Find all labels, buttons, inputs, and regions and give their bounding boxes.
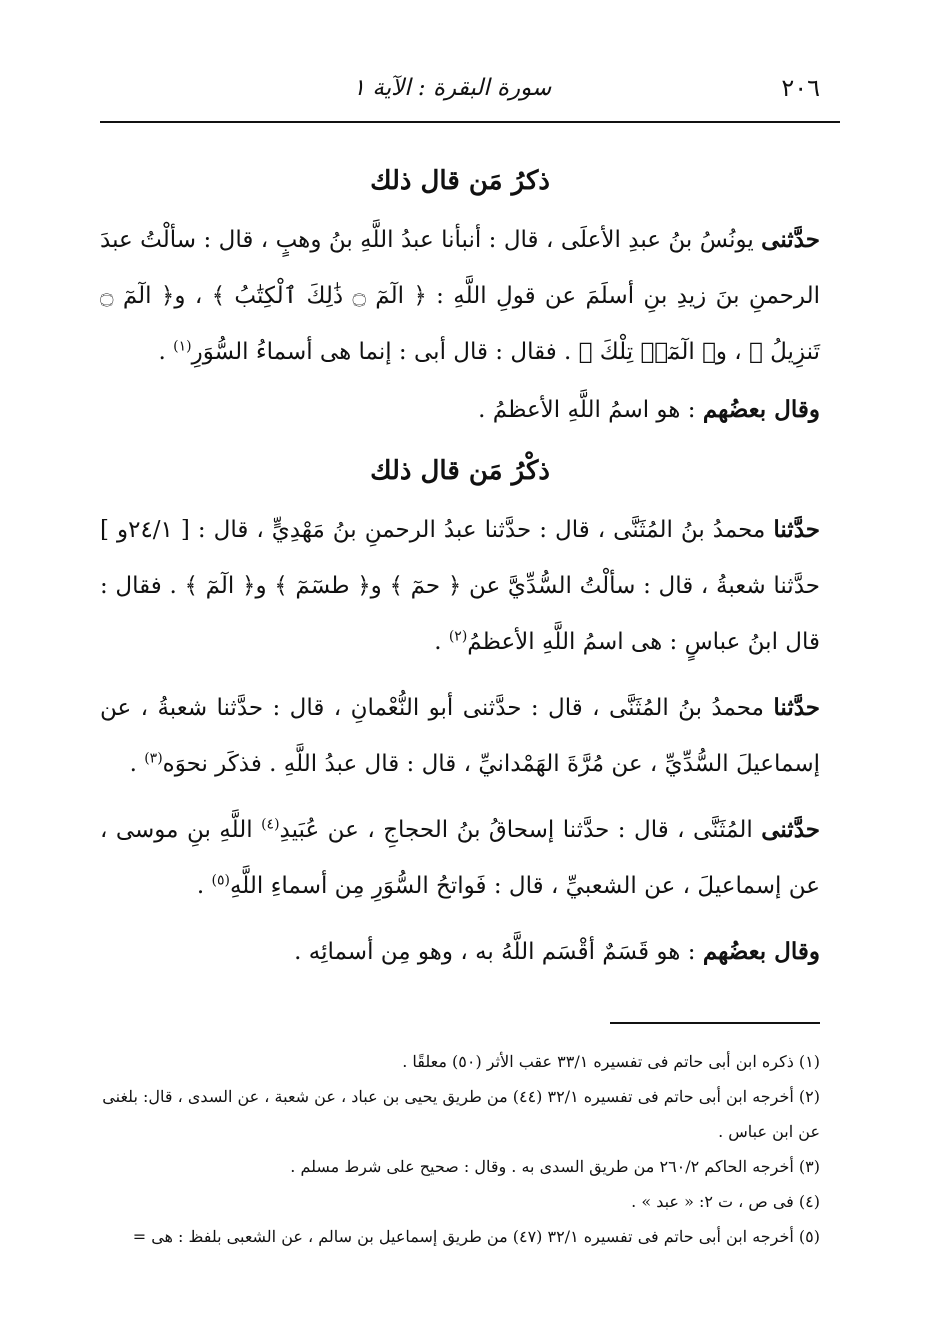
section-2 bbox=[100, 456, 820, 980]
paragraph-text-continued: اللَّهِ بنِ موسى ، عن إسماعيلَ ، عن الشعبيِّ ، قال : فَواتحُ السُّوَرِ مِن أسماءِ اللَّهِ bbox=[100, 817, 820, 899]
paragraph-end: . bbox=[129, 751, 145, 777]
paragraph bbox=[100, 924, 820, 980]
paragraph-lead: حدَّثنا bbox=[773, 694, 821, 721]
section-heading: ذكْرُ مَن قال ذلك bbox=[370, 456, 550, 486]
page-number: ٢٠٦ bbox=[781, 74, 820, 102]
paragraph-lead: وقال بعضُهم bbox=[702, 396, 820, 423]
paragraph-text: المُثَنَّى ، قال : حدَّثنا إسحاقُ بنُ الحجاجِ ، عن عُبَيدِ bbox=[279, 817, 753, 843]
paragraph-lead: حدَّثنى bbox=[761, 226, 820, 253]
section-1 bbox=[100, 166, 820, 438]
footnote-divider bbox=[610, 1022, 820, 1024]
footnote-marker: (٣) bbox=[144, 750, 163, 767]
paragraph bbox=[100, 502, 820, 670]
paragraph-text: يونُسُ بنُ عبدِ الأعلَى ، قال : أنبأنا عبدُ اللَّهِ بنُ وهبٍ ، قال : سألْتُ عبدَ الرحمنِ بنَ زيدِ بنِ أسلَمَ عن قولِ اللَّهِ : ﴿ الٓمٓ ۝ ذَٰلِكَ ٱلْكِتَٰبُ ﴾ ، و﴿ الٓمٓ ۝ تَنزِيلُ ﴾ ، و﴿ الٓمٓرۚ تِلْكَ ﴾ . فقال : قال أبى : إنما هى أسماءُ السُّوَرِ bbox=[100, 227, 820, 365]
paragraph-lead: حدَّثنا bbox=[773, 516, 820, 543]
paragraph-text: : هو قَسَمٌ أقْسَم اللَّهُ به ، وهو مِن أسمائِه . bbox=[294, 939, 703, 965]
footnote-marker: (١) bbox=[173, 338, 192, 355]
paragraph-text: : هو اسمُ اللَّهِ الأعظمُ . bbox=[478, 397, 703, 423]
running-head bbox=[100, 68, 820, 108]
footnote-marker: (٤) bbox=[261, 816, 280, 833]
paragraph-text: محمدُ بنُ المُثَنَّى ، قال : حدَّثنا عبدُ الرحمنِ بنُ مَهْدِيٍّ ، قال : [ ٢٤/١و ] حدَّثنا شعبةُ ، قال : سألْتُ السُّدِّيَّ عن ﴿ حمٓ ﴾ و﴿ طسٓمٓ ﴾ و﴿ الٓمٓ ﴾ . فقال : قال ابنُ عباسٍ : هى اسمُ اللَّهِ الأعظمُ bbox=[100, 517, 820, 655]
footnotes bbox=[100, 1044, 820, 1254]
paragraph-end: . bbox=[434, 629, 449, 655]
main-text bbox=[100, 160, 820, 982]
footnote-marker: (٥) bbox=[211, 872, 230, 889]
footnote-item: (٤) فى ص ، ت ٢: « عبد » . bbox=[631, 1192, 820, 1211]
footnote-item: (٥) أخرجه ابن أبى حاتم فى تفسيره ٣٢/١ (٤٧) من طريق إسماعيل بن سالم ، عن الشعبى بلفظ : هى = bbox=[132, 1227, 820, 1246]
paragraph-end: . bbox=[158, 339, 174, 365]
header-divider bbox=[100, 121, 840, 123]
surah-title: سورة البقرة : الآية ١ bbox=[352, 75, 552, 101]
paragraph bbox=[100, 212, 820, 380]
paragraph-end: . bbox=[196, 873, 212, 899]
paragraph-lead: حدَّثنى bbox=[761, 816, 820, 843]
paragraph-text: محمدُ بنُ المُثَنَّى ، قال : حدَّثنى أبو النُّعْمانِ ، قال : حدَّثنا شعبةُ ، عن إسماعيلَ السُّدِّيِّ ، عن مُرَّةَ الهَمْدانيِّ ، قال : قال عبدُ اللَّهِ . فذكَر نحوَه bbox=[100, 695, 820, 777]
paragraph bbox=[100, 680, 820, 792]
paragraph bbox=[100, 382, 820, 438]
paragraph bbox=[100, 802, 820, 914]
footnote-item: (٢) أخرجه ابن أبى حاتم فى تفسيره ٣٢/١ (٤٤) من طريق يحيى بن عباد ، عن شعبة ، عن السدى ، قال: بلغنى عن ابن عباس . bbox=[102, 1087, 820, 1141]
paragraph-lead: وقال بعضُهم bbox=[702, 938, 820, 965]
footnote-item: (٣) أخرجه الحاكم ٢٦٠/٢ من طريق السدى به . وقال : صحيح على شرط مسلم . bbox=[290, 1157, 820, 1176]
footnote-item: (١) ذكره ابن أبى حاتم فى تفسيره ٣٣/١ عقب الأثر (٥٠) معلقًا . bbox=[402, 1052, 820, 1071]
footnote-marker: (٢) bbox=[448, 628, 468, 645]
section-heading: ذكرُ مَن قال ذلك bbox=[370, 166, 550, 196]
